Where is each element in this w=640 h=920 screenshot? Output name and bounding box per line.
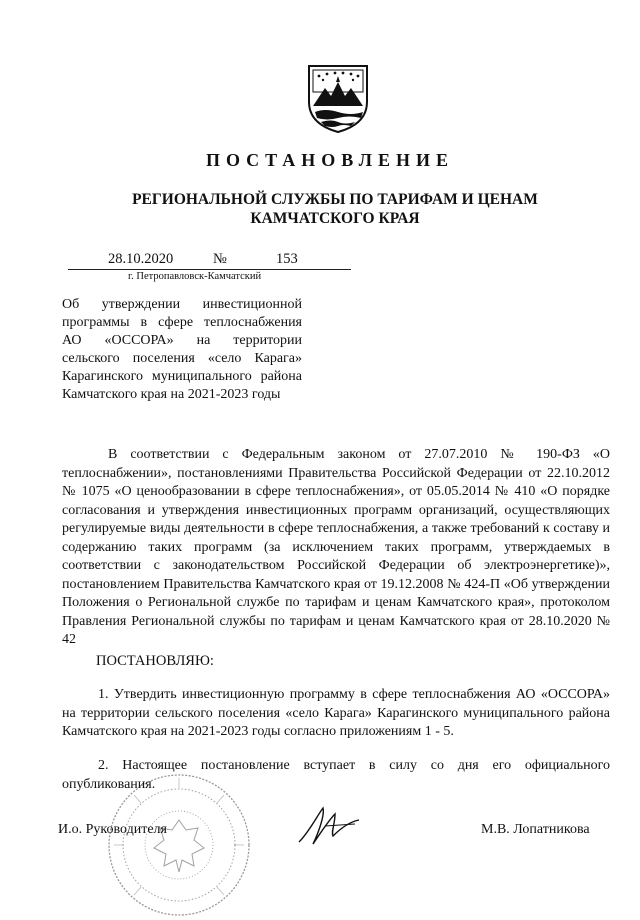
issuing-agency [0,190,640,228]
resolve-heading: ПОСТАНОВЛЯЮ: [96,653,214,669]
kamchatka-coat-of-arms-icon [305,62,371,134]
signatory-name: М.В. Лопатникова [481,822,590,837]
resolution-item-1: 1. Утвердить инвестиционную программу в сфере теплоснабжения АО «ОССОРА» на территории сельского поселения «село Карага» Карагинского муниципального района Камчатского края на 2021-2023 годы согласно приложениям 1 - 5. [62,687,610,739]
agency-line-2: КАМЧАТСКОГО КРАЯ [250,210,420,227]
document-date: 28.10.2020 [108,251,174,267]
document-number: 153 [276,251,298,267]
document-title: ПОСТАНОВЛЕНИЕ [205,150,455,170]
date-number-line [68,251,351,270]
signatory-position: И.о. Руководителя [58,822,167,837]
document-subject: Об утверждении инвестиционной программы в сфере теплоснабжения АО «ОССОРА» на территории сельского поселения «село Карага» Карагинского муниципального района Камчатского края на 2021-2023 годы [62,297,302,402]
issue-city: г. Петропавловск-Камчатский [128,271,262,282]
preamble-paragraph: В соответствии с Федеральным законом от 27.07.2010 № 190-ФЗ «О теплоснабжении», постановлениями Правительства Российской Федерации от 22.10.2012 № 1075 «О ценообразовании в сфере теплоснабжения», от 05.05.2014 № 410 «О порядке согласования и утверждения инвестиционных программ организаций, осуществляющих регулируемые виды деятельности в сфере теплоснабжения, а также требований к составу и содержанию таких программ (за исключением таких программ, утверждаемых в соответствии с законодательством Российской Федерации об электроэнергетике)», постановлением Правительства Камчатского края от 19.12.2008 № 424-П «Об утверждении Положения о Региональной службе по тарифам и ценам Камчатского края», протоколом Правления Региональной службы по тарифам и ценам Камчатского края от 28.10.2020 № 42 [62,447,610,647]
agency-line-1: РЕГИОНАЛЬНОЙ СЛУЖБЫ ПО ТАРИФАМ И ЦЕНАМ [132,191,538,208]
number-sign: № [213,251,227,267]
handwritten-signature-icon [295,802,365,850]
official-seal-icon [104,770,254,920]
resolution-item-2: 2. Настоящее постановление вступает в силу со дня его официального опубликования. [62,758,610,792]
